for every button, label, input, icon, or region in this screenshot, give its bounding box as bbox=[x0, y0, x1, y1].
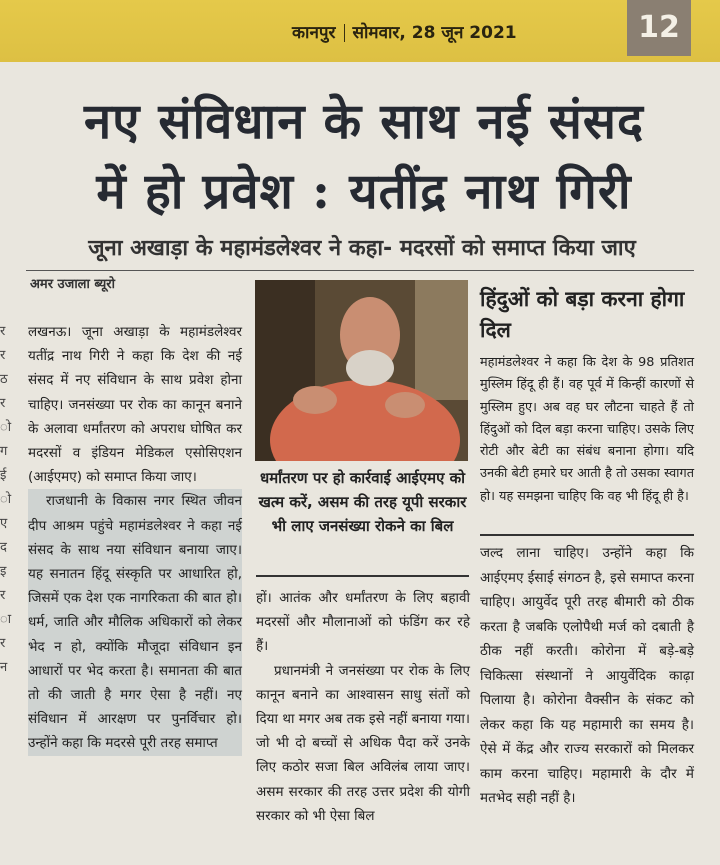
sidebar-text: महामंडलेश्वर ने कहा कि देश के 98 प्रतिशत मुस्लिम हिंदू ही हैं। वह पूर्व में किन्हीं कारणों से मुस्लिम हुए। अब वह घर लौटना चाहते हैं तो हिंदुओं को दिल बड़ा करना चाहिए। उसके लिए रोटी और बेटी का संबंध बनाना होगा। यदि उनकी बेटी हमारे घर आती है तो उसका स्वागत हो। यह समझना चाहिए कि वह भी हिंदू ही है। bbox=[480, 355, 694, 504]
article-subheadline: जूना अखाड़ा के महामंडलेश्वर ने कहा- मदरसों को समाप्त किया जाए bbox=[88, 236, 636, 261]
article-byline: अमर उजाला ब्यूरो bbox=[30, 277, 115, 292]
sidebar-divider bbox=[480, 534, 694, 536]
masthead-divider bbox=[344, 24, 345, 42]
subhead-divider bbox=[26, 270, 694, 271]
article-column-3 bbox=[480, 541, 694, 811]
article-column-1 bbox=[28, 320, 242, 756]
caption-divider bbox=[256, 575, 469, 577]
headline-line-1: नए संविधान के साथ नई संसद bbox=[84, 92, 644, 150]
column-3-paragraph-1: जल्द लाना चाहिए। उन्होंने कहा कि आईएमए ईसाई संगठन है, इसे समाप्त करना चाहिए। आयुर्वेद पूरी तरह बीमारी को ठीक करता है जबकि एलोपैथी मर्ज को दबाती है ठीक नहीं करती। कोरोना में बड़े-बड़े चिकित्सा संस्थानों ने आयुर्वेदिक काढ़ा पिलाया है। कोरोना वैक्सीन के संकट को लेकर कहा कि यह महामारी का समय है। ऐसे में केंद्र और राज्य सरकारों को मिलकर काम करना चाहिए। महामारी के दौर में मतभेद सही नहीं है। bbox=[480, 545, 694, 806]
sidebar-heading: हिंदुओं को बड़ा करना होगा दिल bbox=[480, 287, 685, 342]
masthead-bar bbox=[0, 0, 720, 62]
article-headline bbox=[14, 86, 714, 226]
column-2-paragraph-1: हों। आतंक और धर्मांतरण के लिए बहावी मदरसों और मौलानाओं को फंडिंग कर रहे हैं। bbox=[256, 590, 470, 655]
headline-line-2: में हो प्रवेश : यतींद्र नाथ गिरी bbox=[96, 162, 632, 220]
column-1-paragraph-2: राजधानी के विकास नगर स्थित जीवन दीप आश्रम पहुंचे महामंडलेश्वर ने कहा नई संसद के साथ नया संविधान बनाया जाए। यह सनातन हिंदू संस्कृति पर आधारित हो, जिसमें एक देश एक नागरिकता की बात हो। धर्म, जाति और मौलिक अधिकारों को लेकर भेद न हो, क्योंकि मौजूदा संविधान इन आधारों पर भेद करता है। समानता की बात तो की जाती है मगर ऐसा है नहीं। नए संविधान में आरक्षण पर पुनर्विचार हो। उन्होंने कहा कि मदरसे पूरी तरह समाप्त bbox=[28, 489, 242, 755]
masthead-date: सोमवार, 28 जून 2021 bbox=[352, 23, 517, 43]
masthead-dateline bbox=[292, 20, 517, 43]
column-1-paragraph-1: लखनऊ। जूना अखाड़ा के महामंडलेश्वर यतींद्र नाथ गिरी ने कहा कि देश की नई संसद में नए संविधान के साथ प्रवेश होना चाहिए। जनसंख्या पर रोक का कानून बनाने के अलावा धर्मांतरण को अपराध घोषित कर मदरसों व इंडियन मेडिकल एसोसिएशन (आईएमए) को समाप्त किया जाए। bbox=[28, 324, 242, 486]
person-portrait-illustration bbox=[255, 280, 468, 461]
article-column-2 bbox=[256, 586, 470, 828]
page-number-badge: 12 bbox=[627, 0, 691, 56]
left-margin-cutoff-text: र र ठ र ो ग ई ो ए द इ र ा र न bbox=[0, 324, 12, 675]
column-2-paragraph-2: प्रधानमंत्री ने जनसंख्या पर रोक के लिए कानून बनाने का आश्वासन साधु संतों को दिया था मगर अब तक इसे नहीं बनाया गया। जो भी दो बच्चों से अधिक पैदा करें उनके लिए कठोर सजा बिल अविलंब लाया जाए। असम सरकार की तरह उत्तर प्रदेश की योगी सरकार को भी ऐसा बिल bbox=[256, 662, 470, 824]
photo-caption: धर्मांतरण पर हो कार्रवाई आईएमए को खत्म करें, असम की तरह यूपी सरकार भी लाए जनसंख्या रोकने का बिल bbox=[258, 469, 467, 535]
masthead-city: कानपुर bbox=[292, 23, 336, 43]
article-photo bbox=[255, 280, 468, 461]
